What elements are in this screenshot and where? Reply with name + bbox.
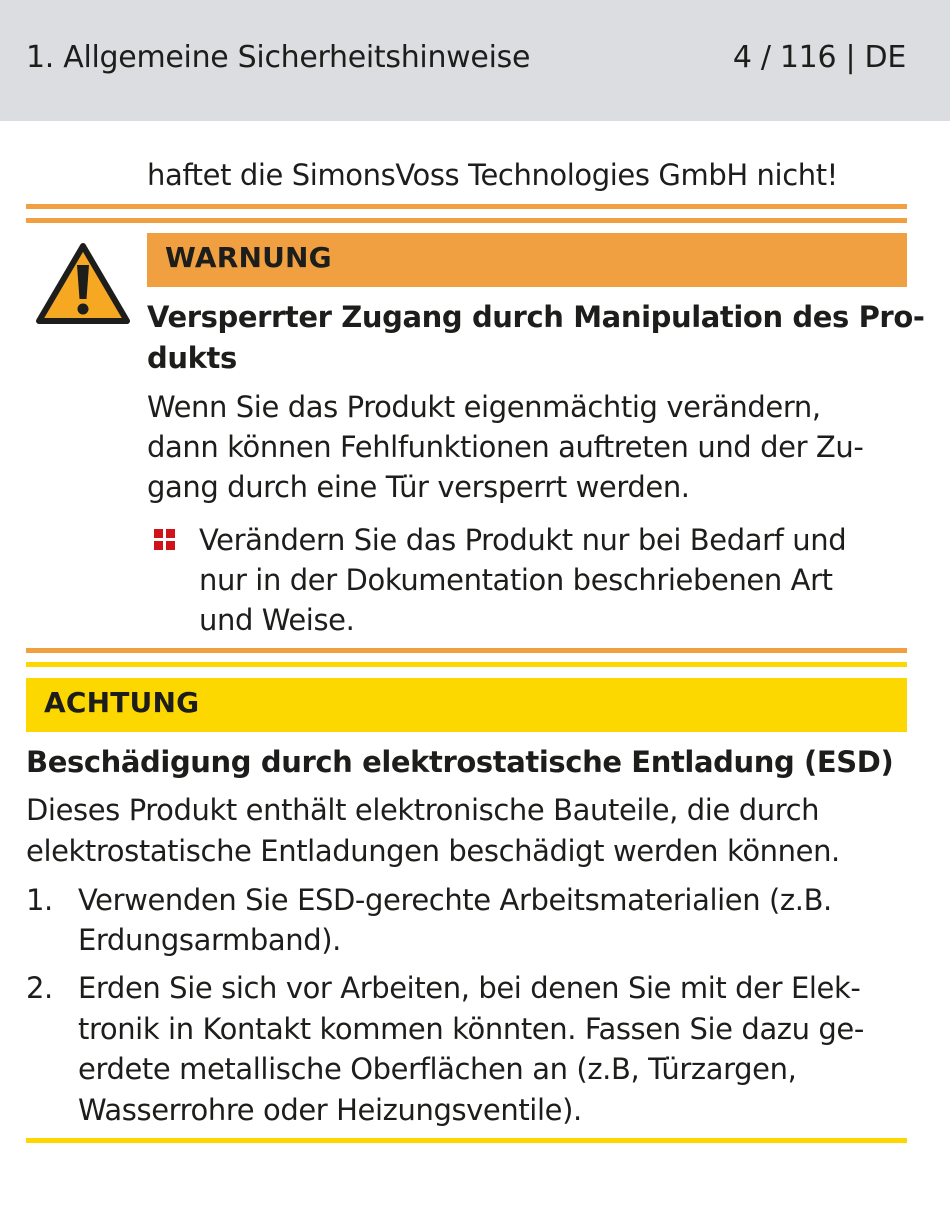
warning-body-line: gang durch eine Tür versperrt werden. (147, 470, 690, 504)
page-info: 4 / 116 | DE (732, 40, 906, 75)
step-line: Wasserrohre oder Heizungsventile). (78, 1093, 582, 1127)
caution-body-line: elektrostatische Entladungen beschädigt werden können. (26, 834, 840, 868)
warning-top-rule-2 (26, 218, 907, 223)
caution-title: Beschädigung durch elektrostatische Entladung (ESD) (26, 745, 894, 779)
step-line: Erdungsarmband). (78, 923, 341, 957)
warning-title-line-1: Versperrter Zugang durch Manipulation des Pro- (147, 300, 925, 334)
caution-bottom-rule (26, 1138, 907, 1143)
warning-top-rule (26, 204, 907, 209)
caution-body-line: Dieses Produkt enthält elektronische Bauteile, die durch (26, 793, 820, 827)
caution-top-rule (26, 662, 907, 667)
warning-body-line: dann können Fehlfunktionen auftreten und der Zu- (147, 430, 864, 464)
page-header (0, 0, 950, 121)
step-line: Verwenden Sie ESD-gerechte Arbeitsmaterialien (z.B. (78, 883, 832, 917)
bullet-marker-icon (154, 529, 176, 551)
warning-triangle-icon (34, 241, 132, 327)
warning-label: WARNUNG (165, 241, 332, 274)
step-line: erdete metallische Oberflächen an (z.B, Türzargen, (78, 1052, 797, 1086)
caution-label: ACHTUNG (44, 686, 200, 719)
step-line: tronik in Kontakt kommen könnten. Fassen Sie dazu ge- (78, 1012, 864, 1046)
warning-bullet-line: nur in der Dokumentation beschriebenen Art (199, 563, 833, 597)
caution-banner (26, 678, 907, 732)
warning-bottom-rule (26, 648, 907, 653)
step-number: 2. (26, 971, 53, 1005)
warning-title-line-2: dukts (147, 341, 237, 375)
step-number: 1. (26, 883, 53, 917)
warning-bullet-line: Verändern Sie das Produkt nur bei Bedarf und (199, 523, 847, 557)
warning-banner (147, 233, 907, 287)
step-line: Erden Sie sich vor Arbeiten, bei denen Sie mit der Elek- (78, 971, 861, 1005)
intro-text: haftet die SimonsVoss Technologies GmbH nicht! (147, 158, 838, 192)
section-title: 1. Allgemeine Sicherheitshinweise (26, 40, 531, 75)
warning-bullet-line: und Weise. (199, 603, 355, 637)
warning-body-line: Wenn Sie das Produkt eigenmächtig verändern, (147, 390, 821, 424)
